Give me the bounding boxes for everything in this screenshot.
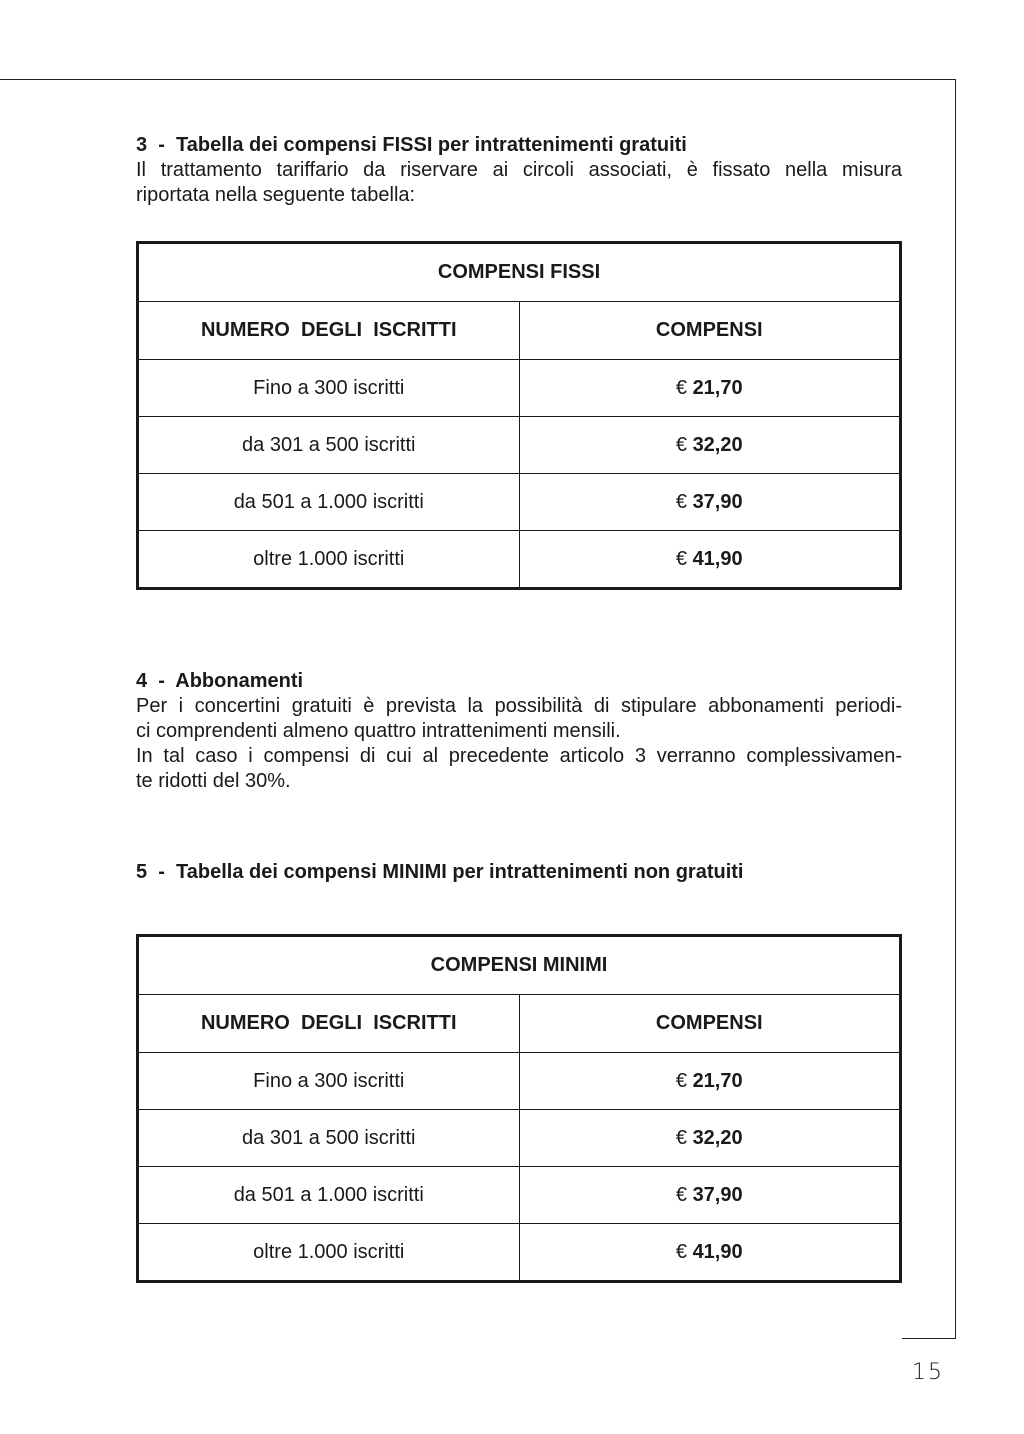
row-compenso bbox=[519, 474, 901, 531]
row-compenso bbox=[519, 1053, 901, 1110]
currency-symbol: € bbox=[675, 1183, 687, 1206]
section-3 bbox=[136, 133, 902, 208]
table-row bbox=[138, 1110, 901, 1167]
row-range: da 301 a 500 iscritti bbox=[138, 417, 520, 474]
section-5-heading: 5 - Tabella dei compensi MINIMI per intrattenimenti non gratuiti bbox=[136, 861, 744, 883]
table-compensi-minimi bbox=[136, 934, 902, 1283]
currency-symbol: € bbox=[675, 1069, 687, 1092]
section-3-heading: 3 - Tabella dei compensi FISSI per intrattenimenti gratuiti bbox=[136, 134, 687, 156]
table-row bbox=[138, 1053, 901, 1110]
table-title: COMPENSI FISSI bbox=[138, 243, 901, 302]
section-4-line-1: Per i concertini gratuiti è prevista la possibilità di stipulare abbonamenti periodi- bbox=[136, 695, 902, 717]
section-4-line-2: ci comprendenti almeno quattro intrattenimenti mensili. bbox=[136, 720, 621, 742]
page-number: 15 bbox=[912, 1360, 944, 1385]
currency-symbol: € bbox=[675, 490, 687, 513]
row-range: Fino a 300 iscritti bbox=[138, 1053, 520, 1110]
currency-symbol: € bbox=[675, 376, 687, 399]
section-4-line-3: In tal caso i compensi di cui al precedente articolo 3 verranno complessivamen- bbox=[136, 745, 902, 767]
currency-symbol: € bbox=[675, 1240, 687, 1263]
table-title: COMPENSI MINIMI bbox=[138, 936, 901, 995]
currency-symbol: € bbox=[675, 1126, 687, 1149]
section-4 bbox=[136, 669, 902, 794]
currency-symbol: € bbox=[675, 547, 687, 570]
column-header-compensi: COMPENSI bbox=[519, 302, 901, 360]
row-compenso bbox=[519, 1110, 901, 1167]
table-header-row bbox=[138, 995, 901, 1053]
table-row bbox=[138, 531, 901, 589]
table-row bbox=[138, 360, 901, 417]
row-range: da 501 a 1.000 iscritti bbox=[138, 474, 520, 531]
column-header-iscritti: NUMERO DEGLI ISCRITTI bbox=[138, 302, 520, 360]
table-header-row bbox=[138, 302, 901, 360]
row-range: Fino a 300 iscritti bbox=[138, 360, 520, 417]
table-row bbox=[138, 417, 901, 474]
row-range: oltre 1.000 iscritti bbox=[138, 1224, 520, 1282]
table-row bbox=[138, 1224, 901, 1282]
section-5 bbox=[136, 860, 902, 885]
table-title-row bbox=[138, 936, 901, 995]
table-title-row bbox=[138, 243, 901, 302]
amount: 32,20 bbox=[692, 1126, 743, 1149]
right-rule bbox=[955, 79, 956, 1338]
amount: 21,70 bbox=[692, 376, 743, 399]
row-range: da 301 a 500 iscritti bbox=[138, 1110, 520, 1167]
column-header-iscritti: NUMERO DEGLI ISCRITTI bbox=[138, 995, 520, 1053]
table-row bbox=[138, 474, 901, 531]
row-compenso bbox=[519, 417, 901, 474]
row-compenso bbox=[519, 1224, 901, 1282]
table-row bbox=[138, 1167, 901, 1224]
amount: 37,90 bbox=[692, 1183, 743, 1206]
section-3-line-1: Il trattamento tariffario da riservare ai circoli associati, è fissato nella misura bbox=[136, 159, 902, 181]
table-compensi-fissi bbox=[136, 241, 902, 590]
amount: 41,90 bbox=[692, 1240, 743, 1263]
row-range: da 501 a 1.000 iscritti bbox=[138, 1167, 520, 1224]
section-4-line-4: te ridotti del 30%. bbox=[136, 770, 291, 792]
amount: 32,20 bbox=[692, 433, 743, 456]
bottom-right-rule bbox=[902, 1338, 956, 1339]
amount: 41,90 bbox=[692, 547, 743, 570]
section-4-heading: 4 - Abbonamenti bbox=[136, 670, 304, 692]
row-compenso bbox=[519, 360, 901, 417]
section-3-line-2: riportata nella seguente tabella: bbox=[136, 184, 416, 206]
row-compenso bbox=[519, 531, 901, 589]
amount: 37,90 bbox=[692, 490, 743, 513]
currency-symbol: € bbox=[675, 433, 687, 456]
top-rule bbox=[0, 79, 956, 80]
row-compenso bbox=[519, 1167, 901, 1224]
row-range: oltre 1.000 iscritti bbox=[138, 531, 520, 589]
amount: 21,70 bbox=[692, 1069, 743, 1092]
column-header-compensi: COMPENSI bbox=[519, 995, 901, 1053]
